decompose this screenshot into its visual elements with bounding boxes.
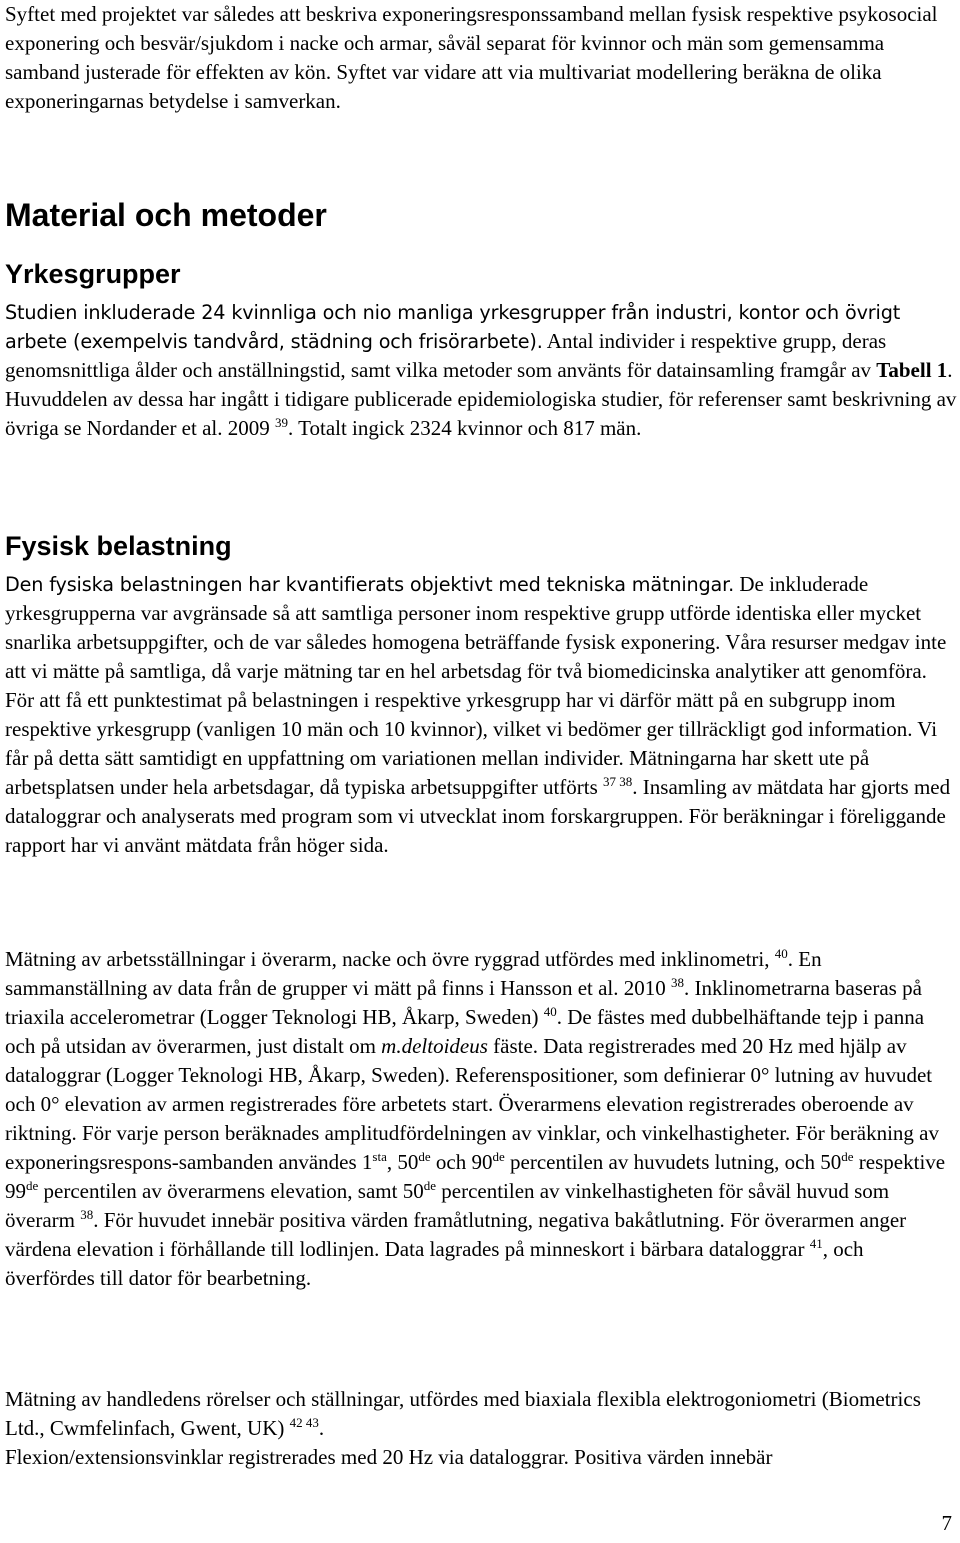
- text-run: percentilen av överarmens elevation, samt 50: [38, 1179, 424, 1203]
- ordinal-suffix: de: [492, 1149, 505, 1164]
- ordinal-suffix: de: [423, 1178, 436, 1193]
- text-run: fäste. Data registrerades med 20 Hz med hjälp av dataloggrar (Logger Teknologi HB, Åkarp, Sweden). Referenspositioner, som definierar 0° lutning av huvudet och 0° elevation av armen registrerades före arbetets start. Överarmens elevation registrerades oberoende av riktning. För varje person beräknades amplitudfördelningen av vinklar, och vinkelhastigheter. För beräkning av exponeringsrespons-sambanden användes 1: [5, 1034, 939, 1174]
- arbetsstallningar-paragraph: [5, 945, 957, 1293]
- yrkesgrupper-text-d: . Totalt ingick 2324 kvinnor och 817 män.: [288, 416, 642, 440]
- text-run: . För huvudet innebär positiva värden framåtlutning, negativa bakåtlutning. För överarmen anger värdena elevation i förhållande till lodlinjen. Data lagrades på minneskort i bärbara dataloggrar: [5, 1208, 907, 1261]
- ordinal-suffix: de: [418, 1149, 431, 1164]
- fysisk-lead: Den fysiska belastningen har kvantifierats objektivt med tekniska mätningar.: [5, 573, 735, 596]
- text-run: percentilen av huvudets lutning, och 50: [504, 1150, 842, 1174]
- yrkesgrupper-text-c: . Huvuddelen av dessa har ingått i tidigare publicerade epidemiologiska studier, för referenser samt beskrivning av övriga se Nordander et al. 2009: [5, 358, 957, 440]
- yrkesgrupper-text-b: Antal individer i respektive grupp, deras genomsnittliga ålder och anställningstid, samt vilka metoder som använts för datainsamling framgår av: [5, 329, 887, 382]
- text-run: , 50: [386, 1150, 419, 1174]
- citation-ref: 42 43: [289, 1415, 319, 1430]
- document-page: [5, 0, 957, 1469]
- muscle-name: m.deltoideus: [381, 1034, 488, 1058]
- citation-ref: 40: [543, 1004, 557, 1019]
- handled-paragraph: [5, 1385, 957, 1472]
- text-run: och 90: [430, 1150, 493, 1174]
- citation-ref: 41: [809, 1236, 823, 1251]
- ordinal-suffix: sta: [372, 1149, 387, 1164]
- text-run: . Inklinometrarna baseras på triaxila accelerometrar (Logger Teknologi HB, Åkarp, Sweden): [5, 976, 922, 1029]
- section-title: Material och metoder: [5, 197, 327, 233]
- section-yrkesgrupper: [5, 258, 957, 443]
- yrkesgrupper-paragraph: [5, 298, 957, 443]
- section-fysisk-belastning: [5, 530, 957, 860]
- citation-ref: 39: [275, 415, 288, 430]
- ordinal-suffix: de: [841, 1149, 854, 1164]
- fysisk-paragraph: [5, 570, 957, 860]
- text-run: .: [318, 1416, 325, 1440]
- yrkesgrupper-heading: Yrkesgrupper: [5, 259, 181, 289]
- fysisk-heading: Fysisk belastning: [5, 531, 232, 561]
- text-run: respektive 99: [5, 1150, 946, 1203]
- citation-ref: 38: [671, 975, 685, 990]
- text-run: percentilen av vinkelhastigheten för såväl huvud som överarm: [5, 1179, 890, 1232]
- citation-ref: 40: [774, 946, 788, 961]
- text-run: Flexion/extensionsvinklar registrerades med 20 Hz via dataloggrar. Positiva värden innebär: [5, 1445, 773, 1469]
- text-run: . De fästes med dubbelhäftande tejp i panna och på utsidan av överarmen, just distalt om: [5, 1005, 925, 1058]
- table-reference: Tabell 1: [876, 358, 948, 382]
- fysisk-text: De inkluderade yrkesgrupperna var avgränsade så att samtliga personer inom respektive grupp utförde identiska eller mycket snarlika arbetsuppgifter, och de var således homogena beträffande fysisk exponering. Våra resurser medgav inte att vi mätte på samtliga, då varje mätning tar en hel arbetsdag för två biomedicinska analytiker att genomföra. För att få ett punktestimat på belastningen i respektive yrkesgrupp har vi därför mätt på en subgrupp inom respektive yrkesgrupp (vanligen 10 män och 10 kvinnor), vilket vi bedömer ger tillräckligt god information. Vi får på detta sätt samtidigt en uppfattning om variationen mellan individer. Mätningarna har skett ute på arbetsplatsen under hela arbetsdagar, då typiska arbetsuppgifter utförts: [5, 572, 947, 799]
- text-run: Mätning av arbetsställningar i överarm, nacke och övre ryggrad utfördes med inklinometri,: [5, 947, 775, 971]
- text-run: , och överfördes till dator för bearbetning.: [5, 1237, 864, 1290]
- text-run: . En sammanställning av data från de grupper vi mätt på finns i Hansson et al. 2010: [5, 947, 822, 1000]
- citation-ref: 38: [80, 1207, 94, 1222]
- fysisk-tail: . Insamling av mätdata har gjorts med dataloggrar och analyserats med program som vi utvecklat inom forskargruppen. För beräkningar i föreliggande rapport har vi använt mätdata från höger sida.: [5, 775, 951, 857]
- intro-paragraph: Syftet med projektet var således att beskriva exponeringsresponssamband mellan fysisk respektive psykosocial exponering och besvär/sjukdom i nacke och armar, såväl separat för kvinnor och män som gemensamma samband justerade för effekten av kön. Syftet var vidare att via multivariat modellering beräkna de olika exponeringarnas betydelse i samverkan.: [5, 2, 938, 113]
- ordinal-suffix: de: [26, 1178, 39, 1193]
- citation-ref: 37 38: [603, 774, 633, 789]
- text-run: Mätning av handledens rörelser och ställningar, utfördes med biaxiala flexibla elektrogoniometri (Biometrics Ltd., Cwmfelinfach, Gwent, UK): [5, 1387, 921, 1440]
- page-number: 7: [941, 1511, 952, 1535]
- yrkesgrupper-text-a: Studien inkluderade 24 kvinnliga och nio manliga yrkesgrupper från industri, kontor och övrigt arbete (exempelvis tandvård, städning och frisörarbete).: [5, 301, 901, 353]
